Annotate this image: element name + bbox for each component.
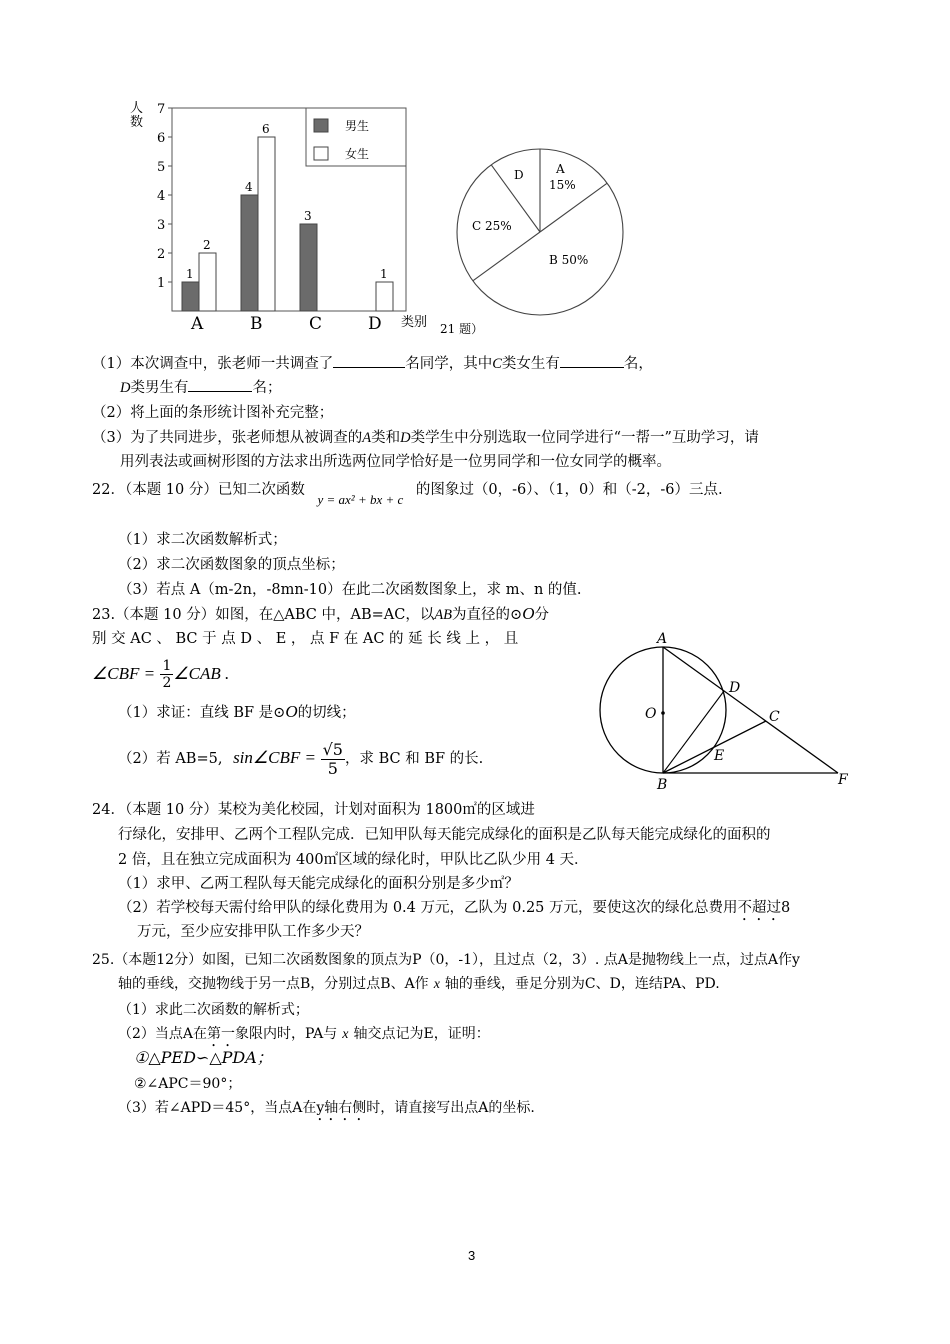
label-a: A — [657, 631, 668, 647]
pie-label-b: B 50% — [549, 253, 589, 267]
bar-y-label-2: 数 — [130, 115, 144, 130]
bar-y-ticks — [157, 102, 172, 291]
seg-af — [663, 647, 838, 773]
bar-chart — [120, 95, 490, 340]
q22-part3: （3）若点 A（m-2n，-8mn-10）在此二次函数图象上，求 m、n 的值. — [118, 582, 582, 598]
center-dot — [661, 711, 665, 715]
q25-head: 25.（本题12分）如图，已知二次函数图象的顶点为P（0，-1），且过点（2，3）. 点A是抛物线上一点，过点A作y — [92, 952, 800, 968]
q25-part1: （1）求此二次函数的解析式； — [118, 1002, 309, 1018]
q23-part1: （1）求证：直线 BF 是⊙O的切线； — [118, 702, 356, 721]
pie-label-d: D — [514, 168, 524, 182]
bar-data-label: 2 — [203, 238, 211, 252]
bar-y-tick-label: 7 — [157, 102, 166, 117]
bar-male-c — [300, 224, 317, 311]
pie-label-a: A — [556, 162, 565, 176]
bar-x-label: 类别 — [401, 315, 428, 330]
bar-y-tick-label: 1 — [157, 276, 166, 291]
q21-part3-cont: 用列表法或画树形图的方法求出所选两位同学恰好是一位男同学和一位女同学的概率。 — [120, 454, 671, 470]
q25-sub1: ①△PED∽△PDA； — [134, 1048, 273, 1067]
bar-data-label: 3 — [304, 209, 312, 223]
bar-x-tick-label: A — [191, 314, 204, 334]
seg-bc — [663, 721, 766, 773]
pie-label-c: C 25% — [472, 219, 512, 233]
bar-y-tick-label: 4 — [157, 189, 166, 204]
q23-part2: （2）若 AB=5, sin∠CBF = $\frac{√5}{5}$ ，求 BC 和 BF 的长. — [118, 739, 484, 778]
q24-part2-cont: 万元，至少应安排甲队工作多少天？ — [137, 924, 369, 940]
bar-data-label: 1 — [380, 267, 388, 281]
q21-part3: （3）为了共同进步，张老师想从被调查的A类和D类学生中分别选取一位同学进行“一帮一”互助学习，请 — [92, 430, 759, 446]
bar-y-tick-label: 2 — [157, 247, 166, 262]
label-o: O — [645, 706, 657, 722]
q22-part2: （2）求二次函数图象的顶点坐标； — [118, 557, 345, 573]
q25-part3: （3）若∠APD＝45°，当点A在y轴右侧时，请直接写出点A的坐标. — [118, 1100, 535, 1116]
q25-sub2: ②∠APC＝90°； — [134, 1076, 242, 1092]
legend-female-label: 女生 — [345, 147, 370, 161]
bar-x-tick-label: B — [250, 314, 263, 334]
bar-y-tick-label: 5 — [157, 160, 166, 175]
label-d: D — [729, 680, 741, 696]
q24-line2: 行绿化，安排甲、乙两个工程队完成．已知甲队每天能完成绿化的面积是乙队每天能完成绿化的面积的 — [118, 827, 771, 843]
q24-head: 24．（本题 10 分）某校为美化校园，计划对面积为 1800㎡的区域进 — [92, 802, 535, 818]
q25-part2: （2）当点A在第一象限内时，PA与 x 轴交点记为E，证明： — [118, 1026, 490, 1042]
pie-label-a-pct: 15% — [549, 178, 576, 192]
bar-female-b — [258, 137, 275, 311]
bar-y-tick-label: 3 — [157, 218, 166, 233]
pie-chart — [452, 144, 632, 324]
legend-female-swatch — [314, 147, 328, 160]
bar-male-b — [241, 195, 258, 311]
bar-female-d — [376, 282, 393, 311]
q25-line2: 轴的垂线，交抛物线于另一点B，分别过点B、A作 x 轴的垂线，垂足分别为C、D，连结PA、PD. — [118, 976, 720, 992]
bar-x-ticks — [190, 314, 382, 334]
label-e: E — [714, 748, 725, 764]
bar-data-label: 1 — [186, 267, 194, 281]
q21-part1: （1）本次调查中，张老师一共调查了 名同学，其中C类女生有 名， — [92, 353, 653, 374]
bar-data-label: 4 — [245, 180, 253, 194]
bar-male-a — [182, 282, 199, 311]
bar-x-tick-label: C — [309, 314, 323, 334]
bar-x-tick-label: D — [368, 314, 382, 334]
bar-y-tick-label: 6 — [157, 131, 166, 146]
q21-part2: （2）将上面的条形统计图补充完整； — [92, 405, 334, 421]
q23-figure — [590, 628, 860, 793]
q23-line2: 别 交 AC 、 BC 于 点 D 、 E ， 点 F 在 AC 的 延 长 线 上 ， 且 — [92, 631, 519, 647]
label-c: C — [769, 709, 780, 725]
bar-caption: 21 题） — [440, 322, 484, 336]
label-b: B — [657, 777, 668, 793]
q22-head: 22．（本题 10 分）已知二次函数 y = ax² + bx + c 的图象过（0，-6）、（1，0）和（-2，-6）三点. — [92, 480, 723, 500]
bar-female-a — [199, 253, 216, 311]
label-f: F — [838, 772, 848, 788]
legend-male-label: 男生 — [345, 119, 370, 133]
q22-formula: y = ax² + bx + c — [317, 492, 404, 507]
bar-y-label-1: 人 — [130, 101, 144, 116]
legend-male-swatch — [314, 119, 328, 132]
q22-part1: （1）求二次函数解析式； — [118, 532, 287, 548]
q23-head: 23.（本题 10 分）如图，在△ABC 中，AB=AC，以AB为直径的⊙O分 — [92, 604, 549, 623]
q24-line3: 2 倍，且在独立完成面积为 400㎡区域的绿化时，甲队比乙队少用 4 天． — [118, 852, 589, 868]
q23-angle-condition: ∠CBF = $\frac{1}{2}$ ∠CAB . — [92, 658, 230, 691]
q24-part1: （1）求甲、乙两工程队每天能完成绿化的面积分别是多少㎡？ — [118, 876, 519, 892]
q24-part2: （2）若学校每天需付给甲队的绿化费用为 0.4 万元，乙队为 0.25 万元，要使这次的绿化总费用不超过8 — [118, 900, 791, 916]
bar-data-label: 6 — [262, 122, 270, 136]
page-number: 3 — [468, 1248, 476, 1263]
q21-part1-cont: D类男生有 名； — [120, 377, 281, 398]
